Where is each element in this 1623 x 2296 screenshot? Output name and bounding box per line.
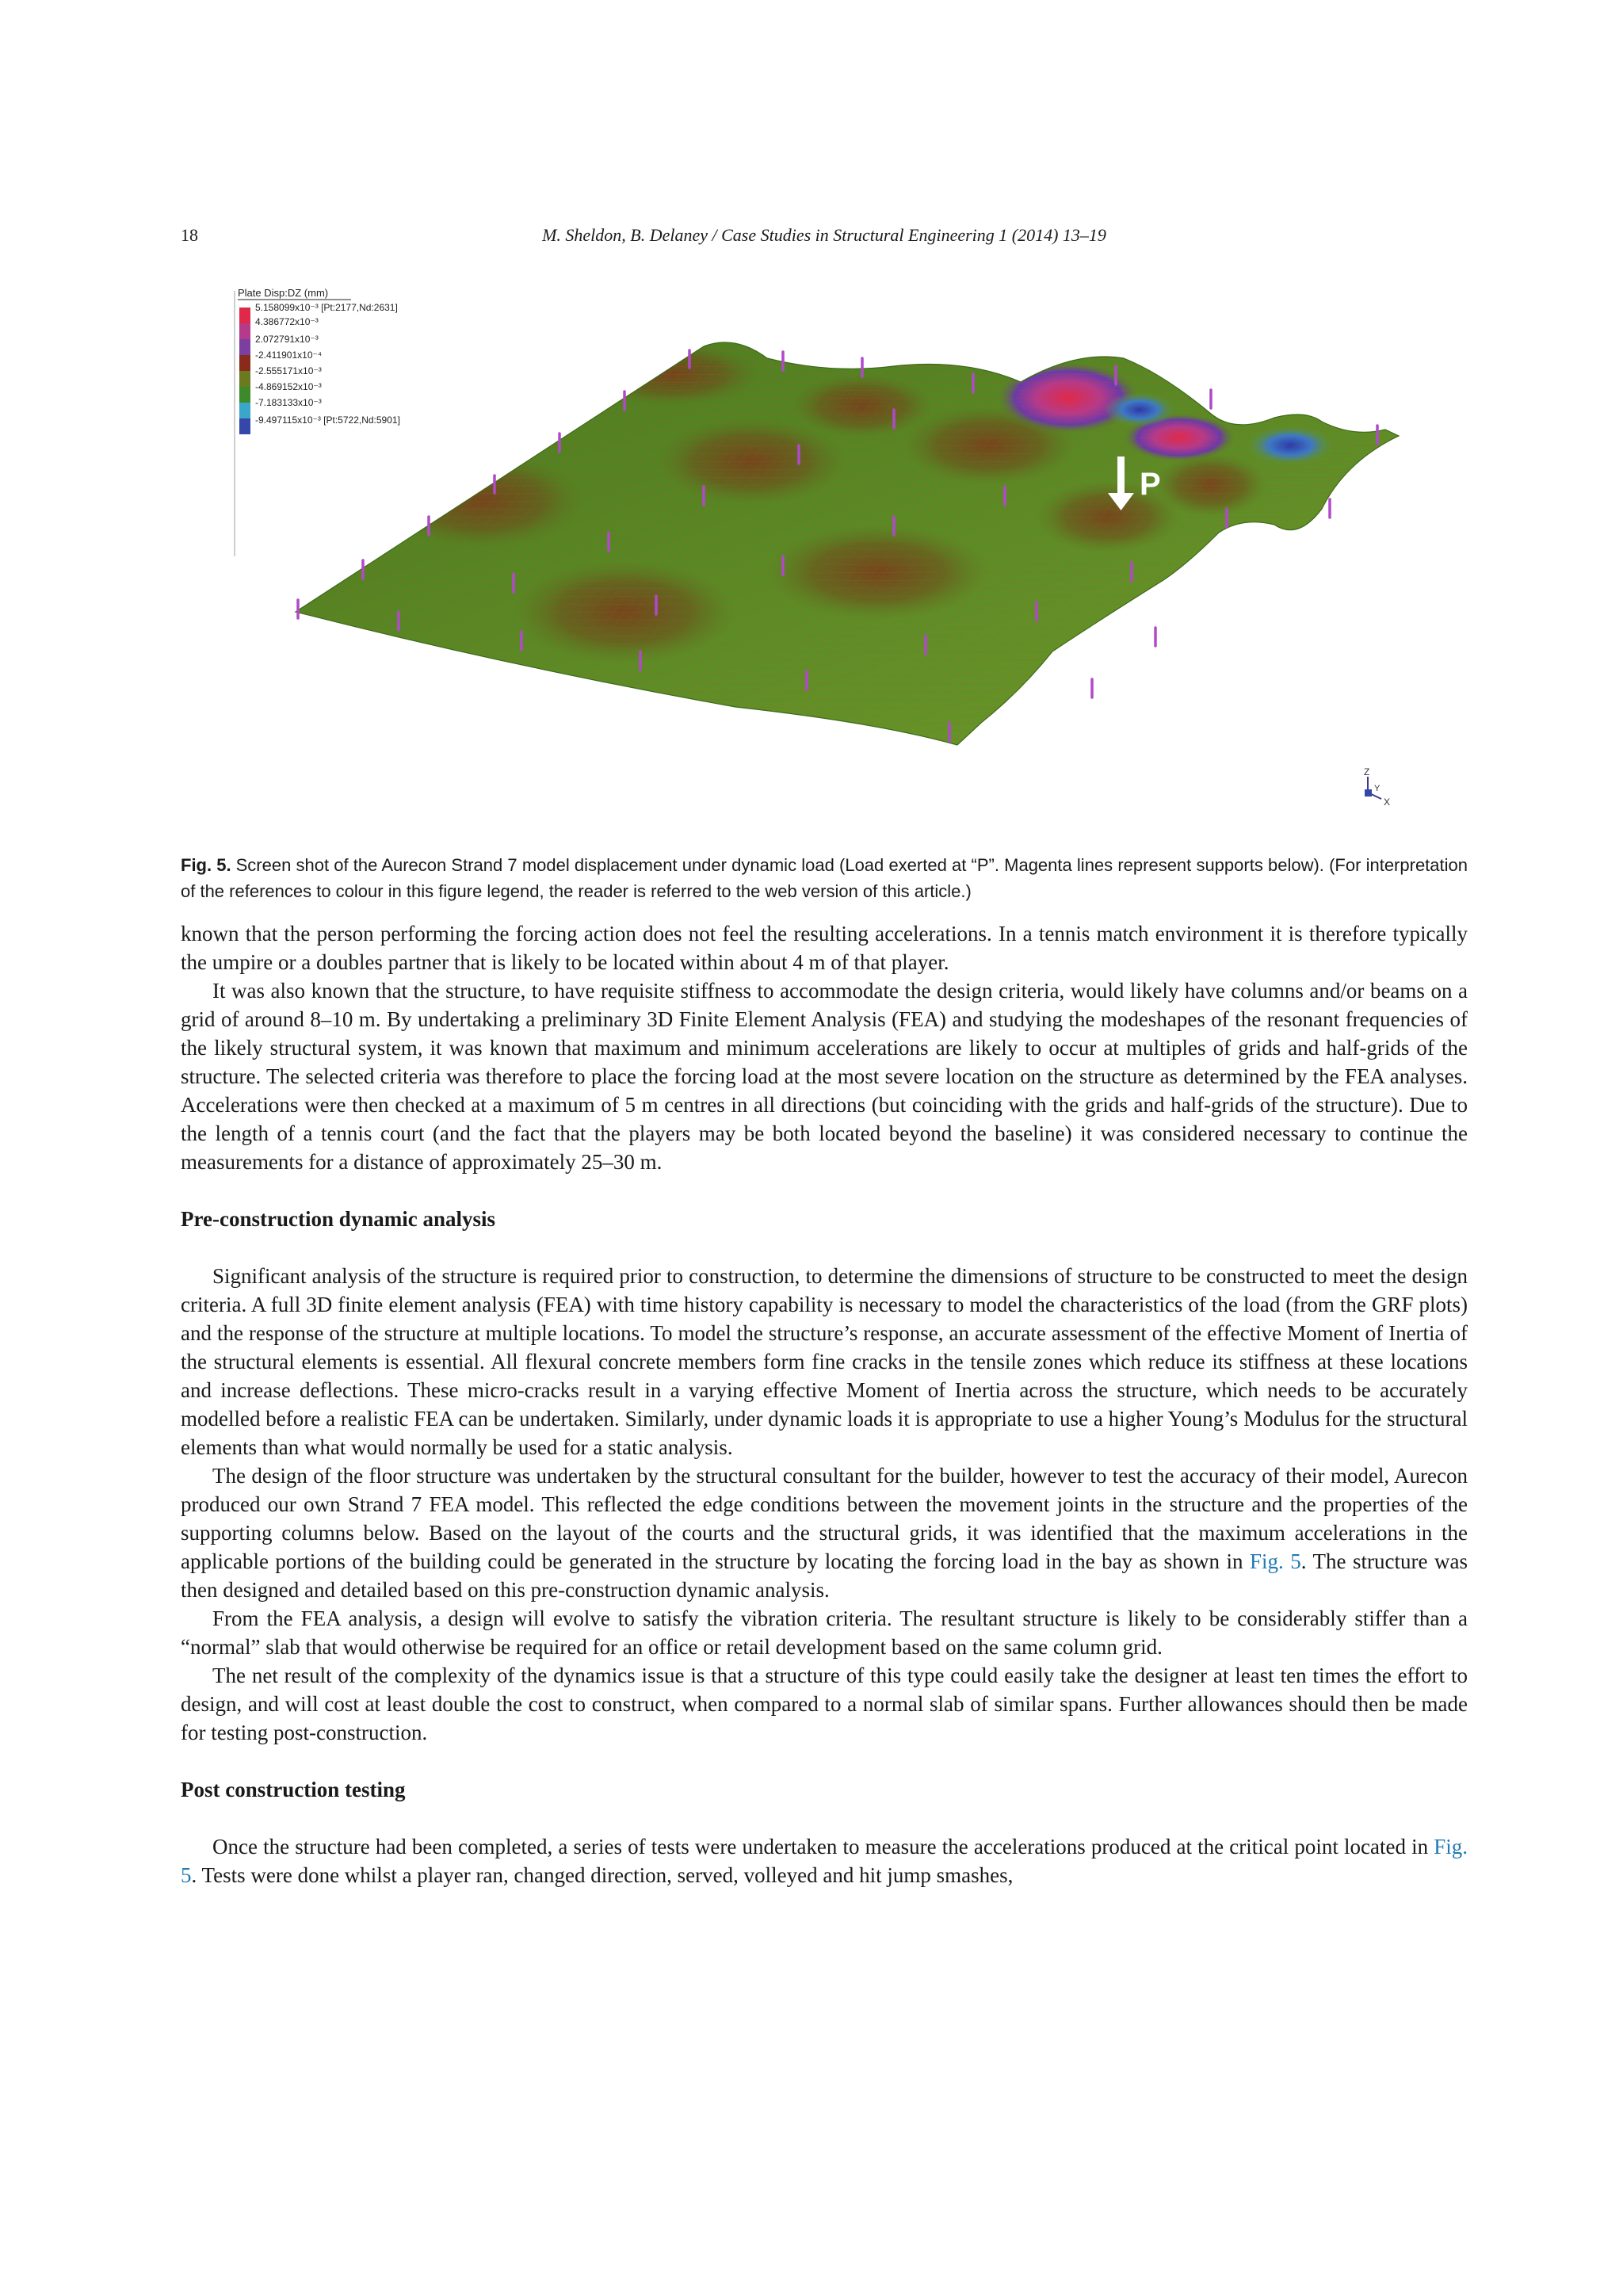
figure-5-link[interactable]: Fig. 5: [1250, 1549, 1301, 1573]
legend-entry-7: -7.183133x10⁻³: [255, 397, 322, 408]
fea-displacement-plot: [181, 279, 1468, 834]
legend-title: Plate Disp:DZ (mm): [238, 287, 329, 299]
paragraph-net-result: The net result of the complexity of the dynamics issue is that a structure of this type could easily take the designer at least ten times the effort to design, and will cost at least double the cost to construct, when compared to a normal slab of similar spans. Further allowances should then be made for testing post-construction.: [181, 1664, 1468, 1744]
legend-color-bar: [239, 308, 250, 434]
paragraph-floor-design: [181, 1461, 1468, 1604]
paragraph-grid-criteria: It was also known that the structure, to have requisite stiffness to accommodate the design criteria, would likely have columns and/or beams on a grid of around 8–10 m. By undertaking a preliminary 3D Finite Element Analysis (FEA) and studying the modeshapes of the resonant frequencies of the likely structural system, it was known that maximum and minimum accelerations are likely to occur at multiples of grids and half-grids of the structure. The selected criteria was therefore to place the forcing load at the most severe location on the structure as determined by the FEA analyses. Accelerations were then checked at a maximum of 5 m centres in all directions (but coinciding with the grids and half-grids of the structure). Due to the length of a tennis court (and the fact that the players may be both located beyond the baseline) it was considered necessary to continue the measurements for a distance of approximately 25–30 m.: [181, 979, 1468, 1174]
paragraph-post-testing: [181, 1832, 1468, 1889]
p7-text-after: . Tests were done whilst a player ran, changed direction, served, volleyed and hit jump smashes,: [191, 1863, 1014, 1887]
paragraph-continuation: known that the person performing the forcing action does not feel the resulting accelerations. In a tennis match environment it is therefore typically the umpire or a doubles partner that is likely to be located within about 4 m of that player.: [181, 922, 1468, 974]
paragraph-fea-evolve: From the FEA analysis, a design will evolve to satisfy the vibration criteria. The resultant structure is likely to be considerably stiffer than a “normal” slab that would otherwise be required for an office or retail development based on the same column grid.: [181, 1606, 1468, 1659]
legend-entry-3: 2.072791x10⁻³: [255, 334, 319, 345]
axis-x-label: X: [1384, 797, 1391, 808]
figure-5-link-2[interactable]: Fig. 5: [181, 1835, 1468, 1887]
axis-y-label: Y: [1374, 784, 1381, 793]
legend-entry-2: 4.386772x10⁻³: [255, 316, 319, 327]
legend-entry-8: -9.497115x10⁻³ [Pt:5722,Nd:5901]: [255, 415, 400, 426]
figure-caption: [181, 852, 1468, 904]
caption-label: Fig. 5.: [181, 855, 231, 875]
legend-entry-6: -4.869152x10⁻³: [255, 381, 322, 392]
page-header: [181, 222, 1468, 254]
running-title: M. Sheldon, B. Delaney / Case Studies in Structural Engineering 1 (2014) 13–19: [542, 225, 1106, 245]
section-heading-pre-construction: Pre-construction dynamic analysis: [181, 1207, 495, 1231]
slab-surface: [296, 342, 1399, 745]
axis-triad: [1364, 766, 1390, 808]
section-heading-post-construction: Post construction testing: [181, 1778, 406, 1801]
legend-entry-1: 5.158099x10⁻³ [Pt:2177,Nd:2631]: [255, 302, 398, 313]
figure-5: [181, 279, 1468, 834]
color-legend: [235, 287, 400, 556]
article-body: [181, 919, 1468, 1889]
p4-text-after: . The structure was then designed and detailed based on this pre-construction dynamic analysis.: [181, 1549, 1468, 1602]
legend-entry-4: -2.411901x10⁻⁴: [255, 350, 322, 361]
legend-entry-5: -2.555171x10⁻³: [255, 365, 322, 376]
p7-text-before: Once the structure had been completed, a series of tests were undertaken to measure the accelerations produced at the critical point located in: [212, 1835, 1434, 1859]
page-number: 18: [181, 225, 198, 245]
axis-z-label: Z: [1364, 766, 1370, 777]
caption-text: Screen shot of the Aurecon Strand 7 model displacement under dynamic load (Load exerted at “P”. Magenta lines represent supports below). (For interpretation of the references to colour in this figure legend, the reader is referred to the web version of this article.): [181, 855, 1468, 901]
load-label: P: [1140, 467, 1161, 502]
p4-text-before: The design of the floor structure was undertaken by the structural consultant for the builder, however to test the accuracy of their model, Aurecon produced our own Strand 7 FEA model. This reflected the edge conditions between the movement joints in the structure and the properties of the supporting columns below. Based on the layout of the courts and the structural grids, it was identified that the maximum accelerations in the applicable portions of the building could be generated in the structure by locating the forcing load in the bay as shown in: [181, 1464, 1468, 1573]
paragraph-significant-analysis: Significant analysis of the structure is required prior to construction, to determine the dimensions of structure to be constructed to meet the design criteria. A full 3D finite element analysis (FEA) with time history capability is necessary to model the characteristics of the load (from the GRF plots) and the response of the structure at multiple locations. To model the structure’s response, an accurate assessment of the effective Moment of Inertia of the structural elements is essential. All flexural concrete members form fine cracks in the tensile zones which reduce its stiffness at these locations and increase deflections. These micro-cracks result in a varying effective Moment of Inertia across the structure, which needs to be accurately modelled before a realistic FEA can be undertaken. Similarly, under dynamic loads it is appropriate to use a higher Young’s Modulus for the structural elements than what would normally be used for a static analysis.: [181, 1264, 1468, 1459]
